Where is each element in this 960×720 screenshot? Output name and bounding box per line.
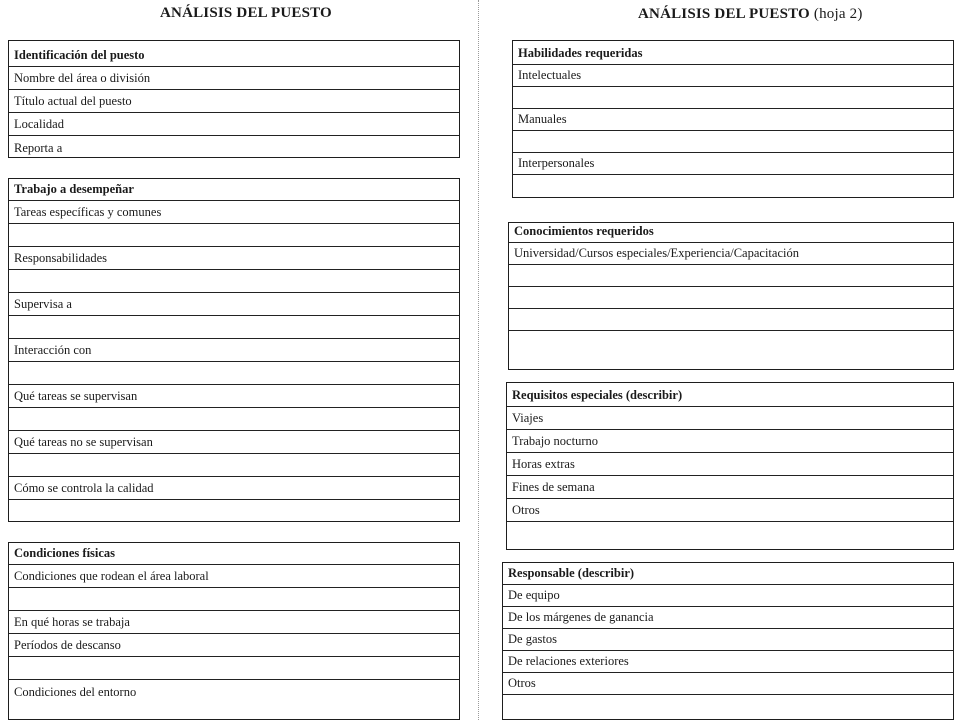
condiciones-field-row[interactable] (9, 657, 459, 680)
requisitos-heading-text: Requisitos especiales (describir) (512, 388, 683, 402)
field-label: Períodos de descanso (14, 638, 121, 652)
conocimientos-field-row[interactable] (509, 331, 953, 353)
trabajo-field-row[interactable] (9, 224, 459, 247)
requisitos-field-row[interactable] (507, 522, 953, 545)
field-label: Tareas específicas y comunes (14, 205, 162, 219)
field-label: Universidad/Cursos especiales/Experiencia/Capacitación (514, 246, 799, 260)
field-label: Fines de semana (512, 480, 595, 494)
requisitos-field-row[interactable] (507, 499, 953, 522)
right-page-title (638, 6, 863, 23)
conocimientos-field-row[interactable] (509, 309, 953, 331)
trabajo-field-row[interactable] (9, 362, 459, 385)
responsable-field-row[interactable] (503, 651, 953, 673)
field-label: Condiciones que rodean el área laboral (14, 569, 209, 583)
responsable-field-row[interactable] (503, 607, 953, 629)
requisitos-field-row[interactable] (507, 476, 953, 499)
identificacion-field-row[interactable] (9, 136, 459, 159)
right-page-title-text: ANÁLISIS DEL PUESTO (638, 6, 810, 22)
field-label: Trabajo nocturno (512, 434, 598, 448)
field-label: Interpersonales (518, 156, 595, 170)
requisitos-field-row[interactable] (507, 407, 953, 430)
field-label: Nombre del área o división (14, 71, 151, 85)
field-label: De los márgenes de ganancia (508, 610, 654, 624)
requisitos-field-row[interactable] (507, 430, 953, 453)
condiciones-section (8, 542, 460, 720)
trabajo-heading (9, 179, 459, 201)
book-spine (478, 0, 485, 720)
habilidades-field-row[interactable] (513, 175, 953, 197)
condiciones-field-row[interactable] (9, 611, 459, 634)
trabajo-field-row[interactable] (9, 385, 459, 408)
field-label: Horas extras (512, 457, 575, 471)
condiciones-heading (9, 543, 459, 565)
trabajo-field-row[interactable] (9, 431, 459, 454)
field-label: Otros (512, 503, 540, 517)
field-label: Cómo se controla la calidad (14, 481, 154, 495)
responsable-field-row[interactable] (503, 695, 953, 717)
trabajo-section (8, 178, 460, 522)
habilidades-field-row[interactable] (513, 65, 953, 87)
identificacion-section (8, 40, 460, 158)
habilidades-heading (513, 41, 953, 65)
field-label: De relaciones exteriores (508, 654, 629, 668)
field-label: Condiciones del entorno (14, 685, 137, 699)
trabajo-field-row[interactable] (9, 316, 459, 339)
responsable-section (502, 562, 954, 720)
responsable-field-row[interactable] (503, 673, 953, 695)
right-page-title-suffix: (hoja 2) (813, 6, 863, 22)
responsable-field-row[interactable] (503, 585, 953, 607)
habilidades-field-row[interactable] (513, 131, 953, 153)
trabajo-field-row[interactable] (9, 247, 459, 270)
habilidades-field-row[interactable] (513, 87, 953, 109)
field-label: Reporta a (14, 141, 63, 155)
trabajo-field-row[interactable] (9, 270, 459, 293)
condiciones-field-row[interactable] (9, 588, 459, 611)
field-label: De gastos (508, 632, 557, 646)
identificacion-heading-text: Identificación del puesto (14, 48, 145, 62)
conocimientos-heading (509, 223, 953, 243)
field-label: Intelectuales (518, 68, 582, 82)
conocimientos-field-row[interactable] (509, 287, 953, 309)
left-page-title: ANÁLISIS DEL PUESTO (160, 5, 332, 21)
identificacion-field-row[interactable] (9, 67, 459, 90)
trabajo-field-row[interactable] (9, 500, 459, 523)
trabajo-field-row[interactable] (9, 477, 459, 500)
habilidades-section (512, 40, 954, 198)
field-label: Otros (508, 676, 536, 690)
field-label: Título actual del puesto (14, 94, 132, 108)
habilidades-heading-text: Habilidades requeridas (518, 46, 643, 60)
habilidades-field-row[interactable] (513, 109, 953, 131)
trabajo-field-row[interactable] (9, 293, 459, 316)
field-label: Responsabilidades (14, 251, 108, 265)
identificacion-field-row[interactable] (9, 113, 459, 136)
trabajo-field-row[interactable] (9, 408, 459, 431)
identificacion-field-row[interactable] (9, 90, 459, 113)
field-label: Localidad (14, 117, 64, 131)
conocimientos-field-row[interactable] (509, 243, 953, 265)
condiciones-heading-text: Condiciones físicas (14, 546, 116, 560)
conocimientos-field-row[interactable] (509, 265, 953, 287)
field-label: Interacción con (14, 343, 92, 357)
field-label: De equipo (508, 588, 560, 602)
requisitos-heading (507, 383, 953, 407)
left-page (0, 0, 470, 720)
field-label: Manuales (518, 112, 567, 126)
requisitos-section (506, 382, 954, 550)
identificacion-heading (9, 41, 459, 67)
right-page (490, 0, 960, 720)
responsable-heading (503, 563, 953, 585)
trabajo-heading-text: Trabajo a desempeñar (14, 182, 134, 196)
responsable-heading-text: Responsable (describir) (508, 566, 635, 580)
trabajo-field-row[interactable] (9, 339, 459, 362)
field-label: Viajes (512, 411, 544, 425)
conocimientos-heading-text: Conocimientos requeridos (514, 224, 654, 238)
condiciones-field-row[interactable] (9, 680, 459, 703)
field-label: Qué tareas no se supervisan (14, 435, 153, 449)
condiciones-field-row[interactable] (9, 565, 459, 588)
condiciones-field-row[interactable] (9, 634, 459, 657)
trabajo-field-row[interactable] (9, 201, 459, 224)
requisitos-field-row[interactable] (507, 453, 953, 476)
field-label: Qué tareas se supervisan (14, 389, 138, 403)
trabajo-field-row[interactable] (9, 454, 459, 477)
responsable-field-row[interactable] (503, 629, 953, 651)
habilidades-field-row[interactable] (513, 153, 953, 175)
field-label: Supervisa a (14, 297, 72, 311)
field-label: En qué horas se trabaja (14, 615, 130, 629)
conocimientos-section (508, 222, 954, 370)
